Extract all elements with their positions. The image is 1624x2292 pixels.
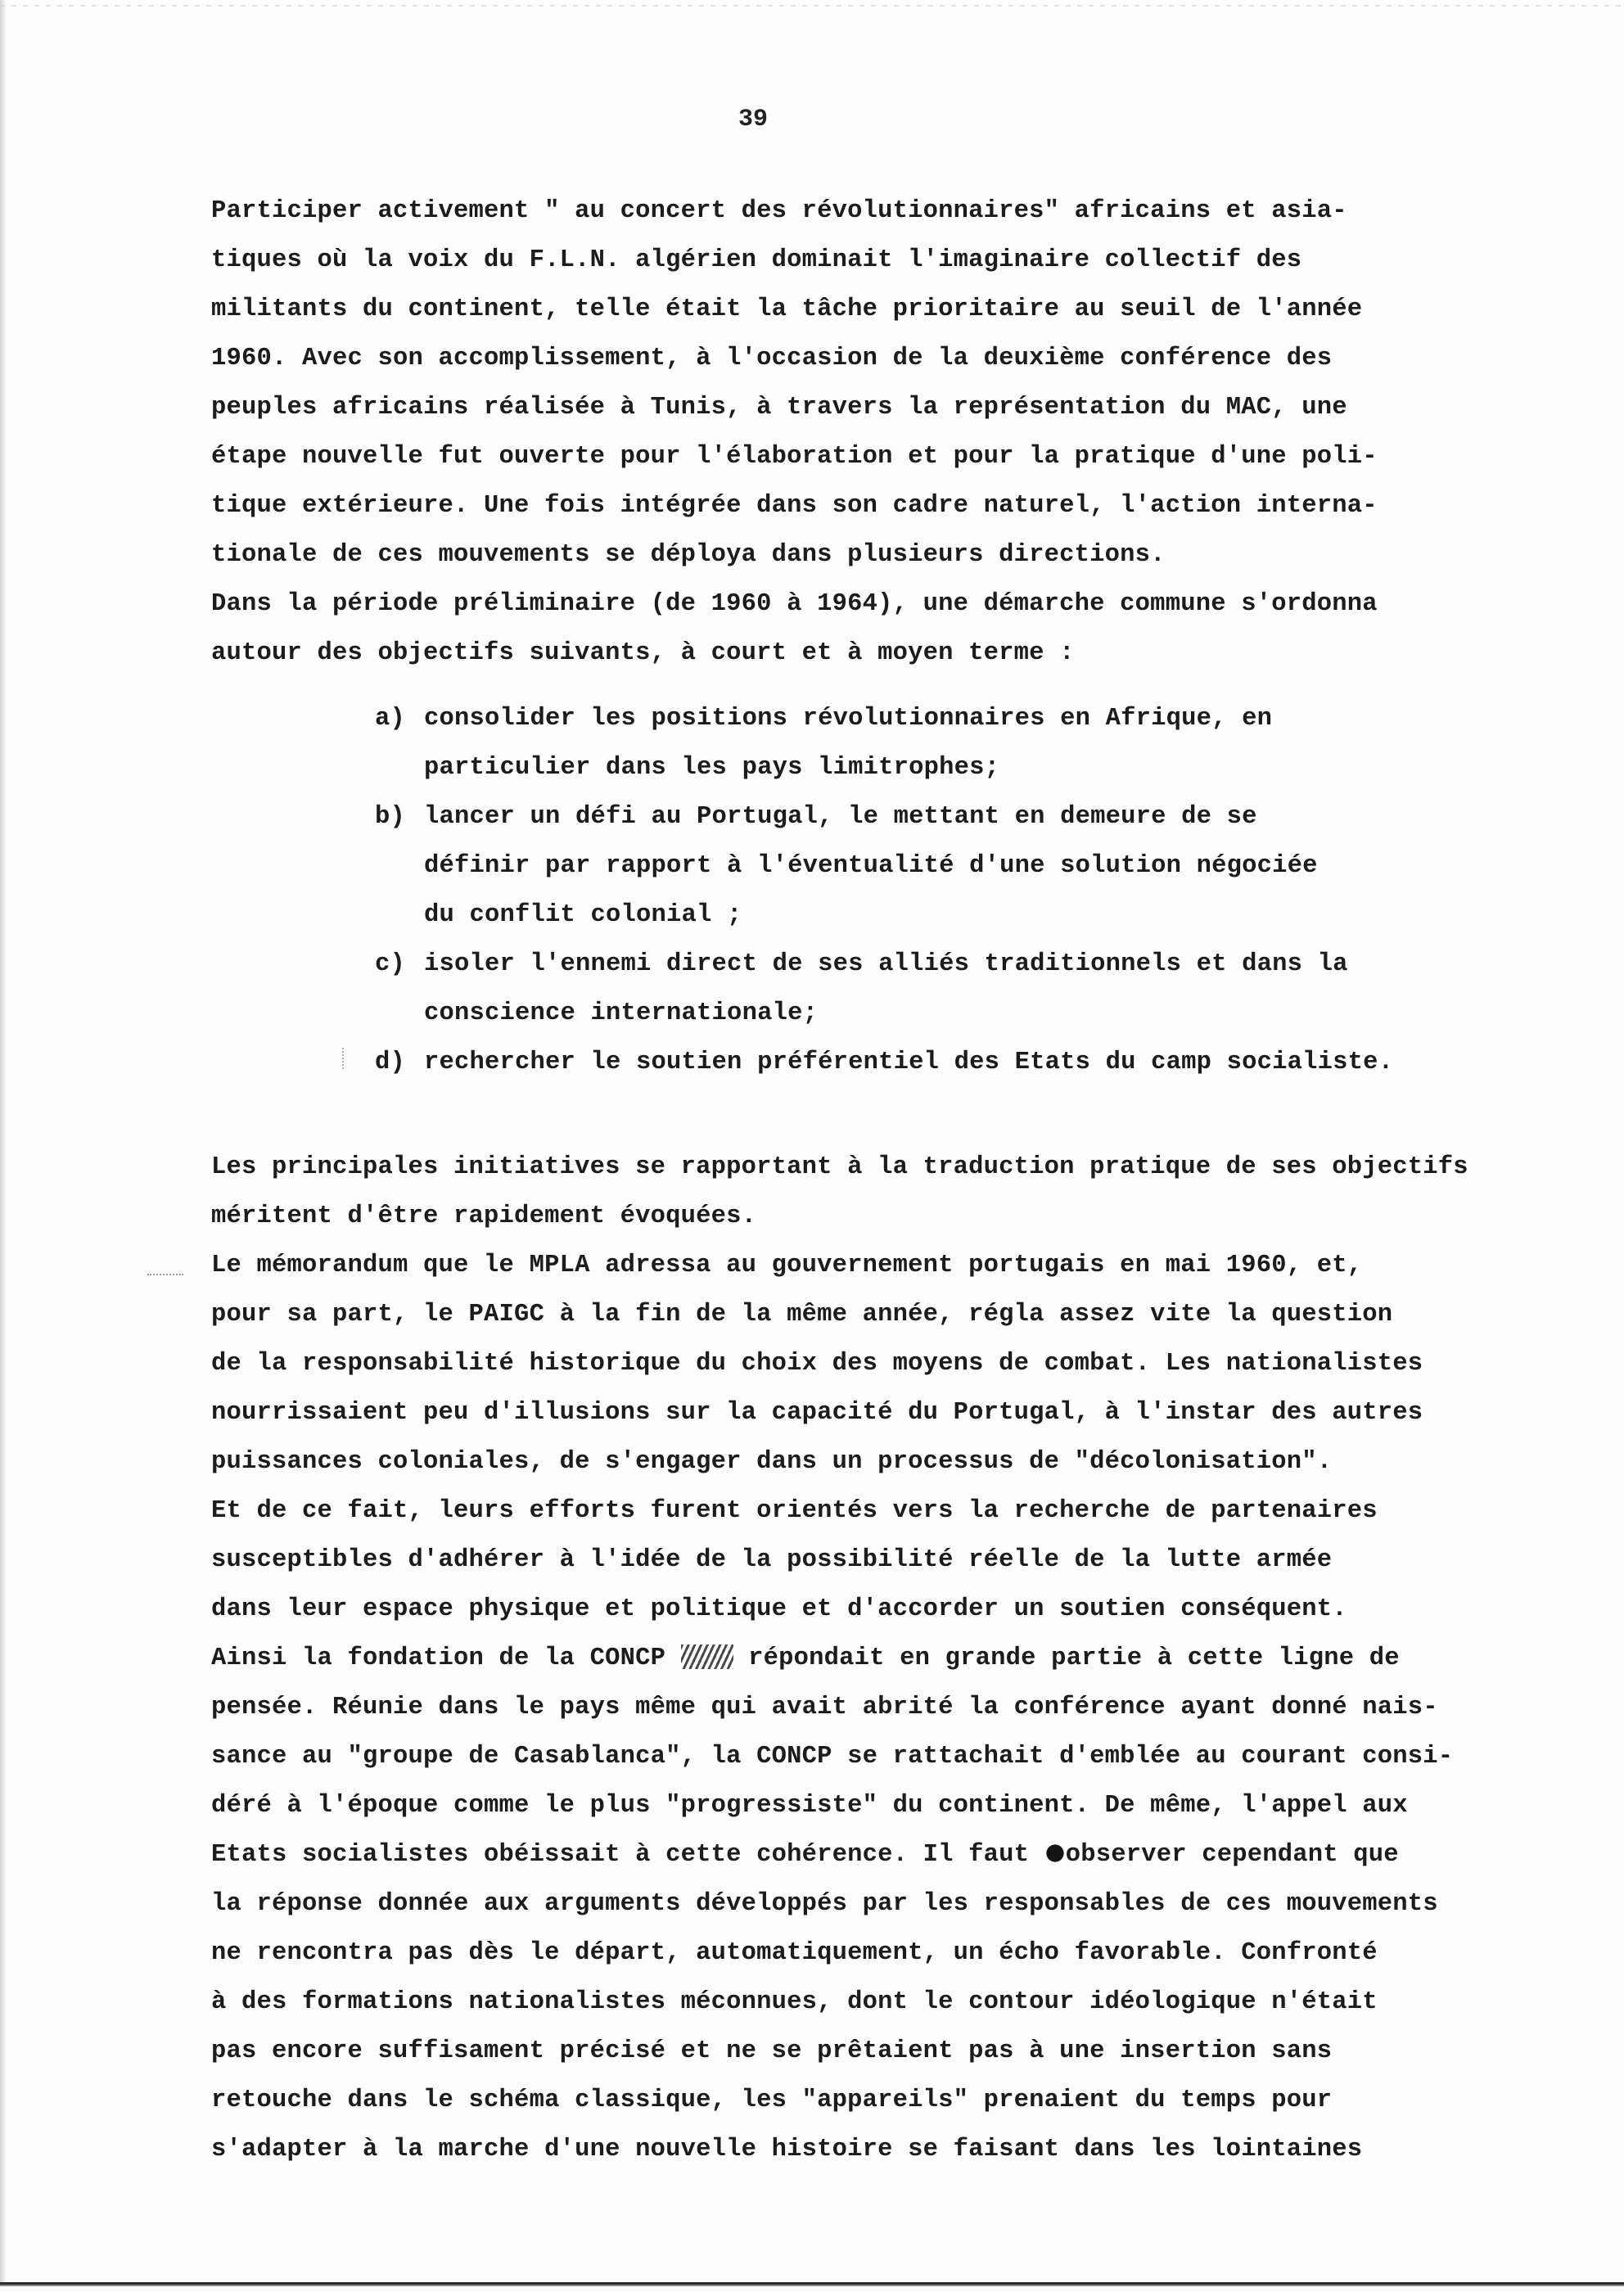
text-line: tiques où la voix du F.L.N. algérien dominait l'imaginaire collectif des xyxy=(211,246,1302,274)
text-line: méritent d'être rapidement évoquées. xyxy=(211,1202,757,1230)
text-line: peuples africains réalisée à Tunis, à travers la représentation du MAC, une xyxy=(211,394,1347,422)
text-line: puissances coloniales, de s'engager dans un processus de "décolonisation". xyxy=(211,1448,1333,1476)
list-item-text: conscience internationale; xyxy=(424,999,819,1027)
text-line: ne rencontra pas dès le départ, automatiquement, un écho favorable. Confronté xyxy=(211,1939,1378,1967)
text-line: militants du continent, telle était la tâche prioritaire au seuil de l'année xyxy=(211,296,1363,323)
text-line: retouche dans le schéma classique, les "appareils" prenaient du temps pour xyxy=(211,2087,1333,2114)
list-item-text: isoler l'ennemi direct de ses alliés traditionnels et dans la xyxy=(424,950,1348,978)
scan-left-edge xyxy=(0,0,7,2292)
text-line: Les principales initiatives se rapportant à la traduction pratique de ses objectifs xyxy=(211,1153,1468,1181)
ink-blot-mark xyxy=(1044,1843,1066,1863)
text-line: pas encore suffisament précisé et ne se prêtaient pas à une insertion sans xyxy=(211,2037,1333,2065)
text-line: autour des objectifs suivants, à court et à moyen terme : xyxy=(211,639,1075,667)
text-line-with-strikeout xyxy=(211,1640,1400,1676)
struck-out-word-mark xyxy=(681,1645,733,1669)
text-line: Dans la période préliminaire (de 1960 à 1964), une démarche commune s'ordonna xyxy=(211,590,1378,618)
scan-bottom-edge xyxy=(0,2282,1624,2292)
text-line: dans leur espace physique et politique et d'accorder un soutien conséquent. xyxy=(211,1595,1347,1623)
list-item-text: lancer un défi au Portugal, le mettant en demeure de se xyxy=(424,803,1257,831)
list-item-text: rechercher le soutien préférentiel des Etats du camp socialiste. xyxy=(424,1049,1394,1076)
text-line: tique extérieure. Une fois intégrée dans son cadre naturel, l'action interna- xyxy=(211,492,1378,520)
text-line: étape nouvelle fut ouverte pour l'élaboration et pour la pratique d'une poli- xyxy=(211,443,1378,471)
list-item-text: définir par rapport à l'éventualité d'une solution négociée xyxy=(424,852,1318,880)
text-line: à des formations nationalistes méconnues, dont le contour idéologique n'était xyxy=(211,1988,1378,2016)
text-line: nourrissaient peu d'illusions sur la capacité du Portugal, à l'instar des autres xyxy=(211,1399,1423,1427)
list-item-text: du conflit colonial ; xyxy=(424,901,742,929)
text-line: de la responsabilité historique du choix des moyens de combat. Les nationalistes xyxy=(211,1350,1423,1378)
text-line: la réponse donnée aux arguments développés par les responsables de ces mouvements xyxy=(211,1890,1438,1918)
text-line: pour sa part, le PAIGC à la fin de la même année, régla assez vite la question xyxy=(211,1301,1393,1329)
list-marker: a) xyxy=(375,705,406,733)
text-line: Le mémorandum que le MPLA adressa au gouvernement portugais en mai 1960, et, xyxy=(211,1252,1363,1279)
text-segment: Ainsi la fondation de la CONCP xyxy=(211,1645,666,1672)
list-item-text: particulier dans les pays limitrophes; xyxy=(424,754,1000,782)
text-line: s'adapter à la marche d'une nouvelle histoire se faisant dans les lointaines xyxy=(211,2136,1363,2163)
text-line: susceptibles d'adhérer à l'idée de la possibilité réelle de la lutte armée xyxy=(211,1546,1333,1574)
text-line: Participer activement " au concert des révolutionnaires" africains et asia- xyxy=(211,197,1347,225)
text-segment: répondait en grande partie à cette ligne de xyxy=(748,1645,1400,1672)
text-line: déré à l'époque comme le plus "progressiste" du continent. De même, l'appel aux xyxy=(211,1792,1408,1820)
margin-scan-mark xyxy=(342,1048,347,1069)
text-segment: Etats socialistes obéissait à cette cohérence. Il faut xyxy=(211,1841,1030,1869)
text-line: pensée. Réunie dans le pays même qui avait abrité la conférence ayant donné nais- xyxy=(211,1694,1438,1721)
list-marker: b) xyxy=(375,803,406,831)
text-line-with-ink-mark xyxy=(211,1837,1399,1873)
text-segment: observer cependant que xyxy=(1065,1841,1399,1869)
page-number: 39 xyxy=(738,106,768,133)
text-line: Et de ce fait, leurs efforts furent orientés vers la recherche de partenaires xyxy=(211,1497,1378,1525)
list-marker: c) xyxy=(375,950,406,978)
margin-scan-mark xyxy=(147,1266,183,1275)
text-line: 1960. Avec son accomplissement, à l'occasion de la deuxième conférence des xyxy=(211,345,1333,372)
scan-top-artifact xyxy=(0,5,1624,7)
list-marker: d) xyxy=(375,1049,406,1076)
list-item-text: consolider les positions révolutionnaires en Afrique, en xyxy=(424,705,1273,733)
text-line: tionale de ces mouvements se déploya dans plusieurs directions. xyxy=(211,541,1166,569)
text-line: sance au "groupe de Casablanca", la CONCP se rattachait d'emblée au courant consi- xyxy=(211,1743,1454,1771)
